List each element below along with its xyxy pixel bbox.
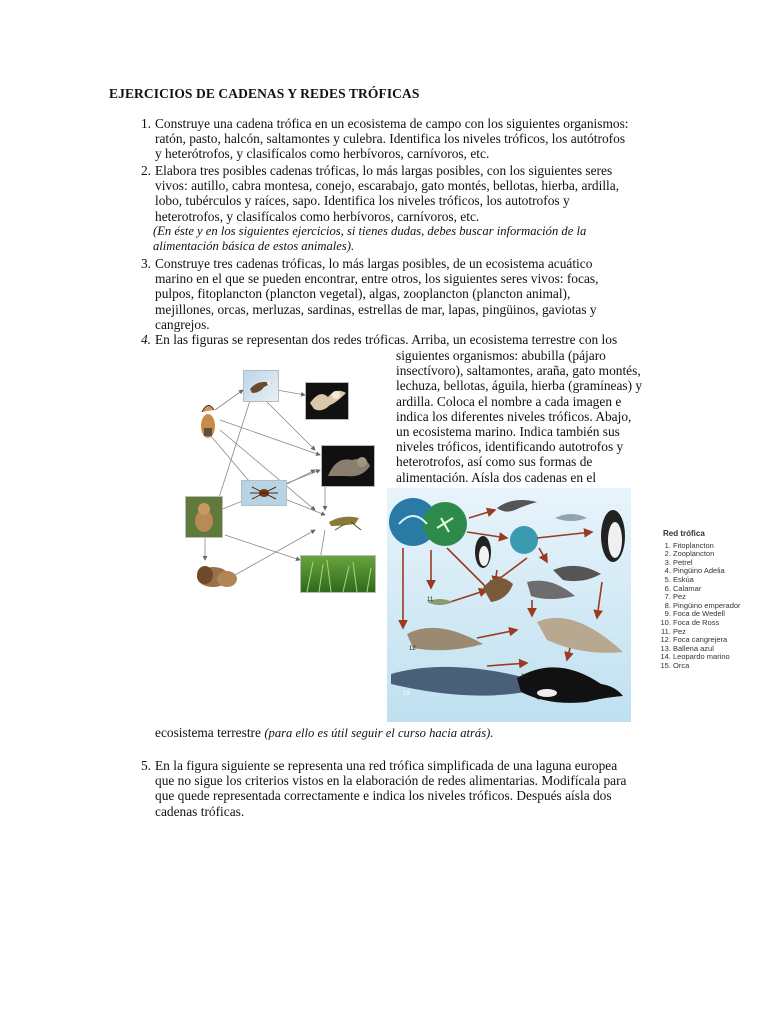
grasshopper-image bbox=[325, 508, 365, 532]
marine-label-11: 11 bbox=[427, 597, 434, 603]
legend-item: 14. Leopardo marino bbox=[673, 653, 741, 662]
acorns-image bbox=[191, 562, 243, 590]
exercise-line: insectívoro), saltamontes, araña, gato montés, bbox=[396, 363, 641, 379]
exercise-5 bbox=[109, 758, 669, 822]
legend-item: 10. Foca de Ross bbox=[673, 619, 741, 628]
exercise-1 bbox=[109, 116, 669, 164]
exercise-number: 2. bbox=[140, 163, 151, 178]
legend-item: 1. Fitoplancton bbox=[673, 542, 741, 551]
legend-item: 11. Pez bbox=[673, 628, 741, 637]
legend-item: 2. Zooplancton bbox=[673, 550, 741, 559]
owl-image bbox=[305, 382, 349, 420]
marine-label-12: 12 bbox=[409, 646, 416, 652]
exercise-line: vivos: autillo, cabra montesa, conejo, escarabajo, gato montés, bellotas, hierba, ardilla, bbox=[155, 178, 620, 194]
exercise-line: En las figuras se representan dos redes tróficas. Arriba, un ecosistema terrestre con los bbox=[155, 332, 618, 347]
exercise-line: ardilla. Coloca el nombre a cada imagen e bbox=[396, 393, 622, 409]
exercise-line: lobo, tubérculos y raíces, sapo. Identifica los niveles tróficos, los autotrofos y bbox=[155, 193, 570, 209]
exercise-4 bbox=[109, 332, 669, 348]
exercise-line: heterotrofos, así como sus formas de bbox=[396, 454, 593, 470]
petrel-shape bbox=[497, 500, 537, 512]
exercise-line: cadenas tróficas. bbox=[155, 803, 245, 819]
exercise-line: pulpos, fitoplancton (plancton vegetal), algas, zooplancton (plancton animal), bbox=[155, 286, 571, 302]
exercise-line: Construye una cadena trófica en un ecosistema de campo con los siguientes organismos: bbox=[155, 116, 629, 131]
squirrel-image bbox=[185, 496, 223, 538]
exercise-note: alimentación básica de estos animales). bbox=[153, 239, 355, 254]
eagle-image bbox=[243, 370, 279, 402]
exercise-2 bbox=[109, 163, 669, 258]
caption-note: (para ello es útil seguir el curso hacia atrás). bbox=[264, 726, 494, 740]
marine-web-drawing bbox=[387, 488, 631, 722]
exercise-line: ratón, pasto, halcón, saltamontes y culebra. Identifica los niveles tróficos, los autótrofos bbox=[155, 131, 626, 147]
exercise-line: heterotrofos, y clasifícalos como herbívoros, carnívoros, etc. bbox=[155, 208, 480, 224]
exercise-number: 4. bbox=[140, 332, 151, 347]
legend-item: 7. Pez bbox=[673, 593, 741, 602]
spider-image bbox=[241, 480, 287, 506]
legend-item: 9. Foca de Wedell bbox=[673, 610, 741, 619]
exercise-line: indica los diferentes niveles tróficos. Abajo, bbox=[396, 408, 632, 424]
exercise-line: mejillones, orcas, merluzas, sardinas, estrellas de mar, lapas, pingüinos, gaviotas y bbox=[155, 301, 597, 317]
exercise-line: que quede representada correctamente e indica los niveles tróficos. Después aísla dos bbox=[155, 788, 612, 804]
marine-label-15: 15 bbox=[521, 674, 528, 680]
marine-legend bbox=[655, 530, 741, 671]
document-title: EJERCICIOS DE CADENAS Y REDES TRÓFICAS bbox=[109, 86, 420, 101]
exercise-number: 3. bbox=[140, 256, 151, 271]
exercise-line: niveles tróficos, identificando autotrofos y bbox=[396, 439, 624, 455]
exercise-4-wrapped-text bbox=[396, 348, 658, 485]
exercise-line: Construye tres cadenas tróficas, lo más largas posibles, de un ecosistema acuático bbox=[155, 256, 593, 271]
exercise-line: Elabora tres posibles cadenas tróficas, lo más largas posibles, con los siguientes seres bbox=[155, 163, 613, 178]
legend-list bbox=[655, 542, 741, 671]
legend-item: 13. Ballena azul bbox=[673, 645, 741, 654]
legend-item: 5. Eskúa bbox=[673, 576, 741, 585]
legend-item: 15. Orca bbox=[673, 662, 741, 671]
hoopoe-image bbox=[197, 398, 219, 446]
exercise-line: lechuza, bellotas, águila, hierba (gramíneas) y bbox=[396, 378, 643, 394]
exercise-line: cangrejos. bbox=[155, 316, 210, 332]
grass-image bbox=[300, 555, 376, 593]
terrestrial-food-web-figure bbox=[175, 360, 385, 600]
exercise-line: un ecosistema marino. Indica también sus bbox=[396, 424, 620, 440]
exercise-note: (En éste y en los siguientes ejercicios, si tienes dudas, debes buscar información de la bbox=[153, 223, 587, 238]
exercise-number: 5. bbox=[140, 758, 151, 773]
exercise-line: marino en el que se pueden encontrar, entre otros, los siguientes seres vivos: focas, bbox=[155, 271, 599, 287]
legend-title: Red trófica bbox=[663, 529, 705, 538]
exercise-line: y heterótrofos, y clasifícalos como herbívoros, carnívoros, etc. bbox=[155, 146, 490, 162]
exercise-3 bbox=[109, 256, 669, 334]
wildcat-image bbox=[321, 445, 375, 487]
caption-text: ecosistema terrestre bbox=[155, 725, 261, 740]
legend-item: 3. Petrel bbox=[673, 559, 741, 568]
exercise-line: siguientes organismos: abubilla (pájaro bbox=[396, 348, 606, 363]
exercise-line: alimentación. Aísla dos cadenas en el bbox=[396, 469, 597, 485]
marine-label-13: 13 bbox=[403, 691, 410, 697]
exercise-number: 1. bbox=[140, 116, 151, 131]
legend-item: 8. Pingüino emperador bbox=[673, 602, 741, 611]
legend-item: 6. Calamar bbox=[673, 585, 741, 594]
exercise-4-caption bbox=[155, 725, 493, 741]
legend-item: 12. Foca cangrejera bbox=[673, 636, 741, 645]
marine-food-web-figure bbox=[387, 488, 631, 722]
exercise-line: En la figura siguiente se representa una red trófica simplificada de una laguna europea bbox=[155, 758, 618, 773]
exercise-line: que no sigue los criterios vistos en la elaboración de redes alimentarias. Modifícala para bbox=[155, 773, 627, 789]
legend-item: 4. Pingüino Adelia bbox=[673, 567, 741, 576]
